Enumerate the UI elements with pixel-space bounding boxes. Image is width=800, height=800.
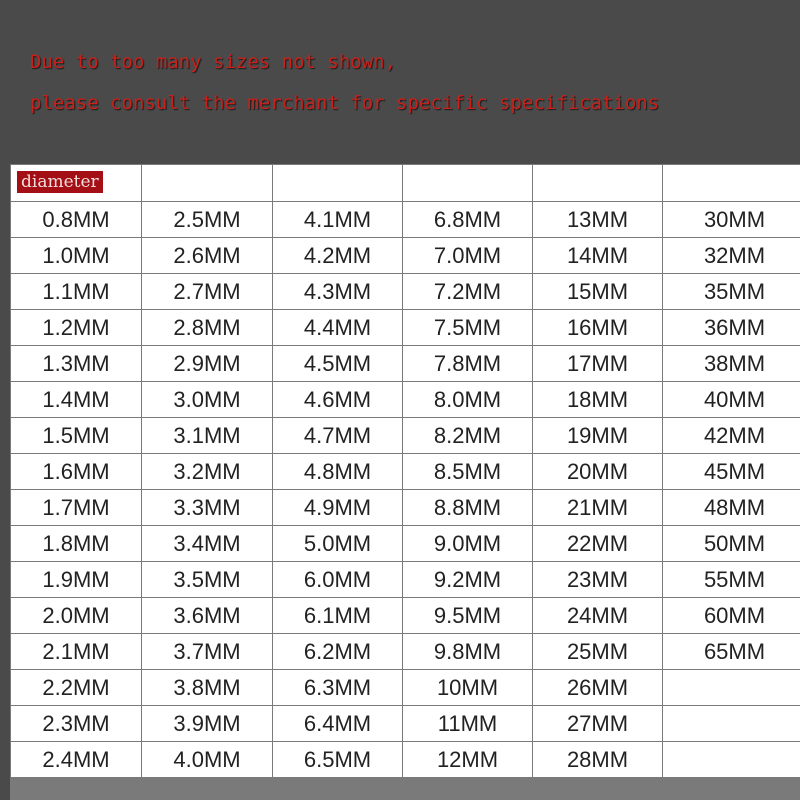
size-cell: 2.1MM xyxy=(11,634,141,669)
size-cell: 0.8MM xyxy=(11,202,141,237)
size-cell: 2.7MM xyxy=(142,274,272,309)
size-cell: 9.0MM xyxy=(403,526,532,561)
size-cell: 28MM xyxy=(533,742,662,777)
size-cell: 13MM xyxy=(533,202,662,237)
size-cell: 9.8MM xyxy=(403,634,532,669)
size-cell: 6.2MM xyxy=(273,634,402,669)
size-cell: 18MM xyxy=(533,382,662,417)
size-cell: 8.0MM xyxy=(403,382,532,417)
size-cell: 2.3MM xyxy=(11,706,141,741)
size-cell: 4.8MM xyxy=(273,454,402,489)
size-cell: 1.1MM xyxy=(11,274,141,309)
size-cell: 4.4MM xyxy=(273,310,402,345)
size-cell: 10MM xyxy=(403,670,532,705)
notice-text xyxy=(30,42,659,124)
size-cell: 3.2MM xyxy=(142,454,272,489)
size-cell: 3.6MM xyxy=(142,598,272,633)
size-cell: 1.2MM xyxy=(11,310,141,345)
size-cell: 1.8MM xyxy=(11,526,141,561)
size-cell: 4.2MM xyxy=(273,238,402,273)
size-cell: 1.4MM xyxy=(11,382,141,417)
size-cell: 4.0MM xyxy=(142,742,272,777)
size-cell: 38MM xyxy=(663,346,800,381)
size-cell: 4.1MM xyxy=(273,202,402,237)
size-cell: 22MM xyxy=(533,526,662,561)
size-cell: 60MM xyxy=(663,598,800,633)
size-cell: 11MM xyxy=(403,706,532,741)
size-cell: 2.8MM xyxy=(142,310,272,345)
size-cell: 1.7MM xyxy=(11,490,141,525)
size-cell: 3.8MM xyxy=(142,670,272,705)
size-cell: 4.3MM xyxy=(273,274,402,309)
size-cell: 16MM xyxy=(533,310,662,345)
size-cell: 35MM xyxy=(663,274,800,309)
size-cell: 23MM xyxy=(533,562,662,597)
size-cell: 14MM xyxy=(533,238,662,273)
size-cell: 2.6MM xyxy=(142,238,272,273)
size-cell: 9.2MM xyxy=(403,562,532,597)
size-cell: 55MM xyxy=(663,562,800,597)
size-cell: 1.6MM xyxy=(11,454,141,489)
size-cell: 7.2MM xyxy=(403,274,532,309)
size-cell: 8.2MM xyxy=(403,418,532,453)
size-cell: 7.5MM xyxy=(403,310,532,345)
empty-cell xyxy=(663,742,800,777)
size-cell: 7.0MM xyxy=(403,238,532,273)
empty-cell xyxy=(663,670,800,705)
size-cell: 6.3MM xyxy=(273,670,402,705)
size-cell: 3.0MM xyxy=(142,382,272,417)
size-cell: 6.5MM xyxy=(273,742,402,777)
size-cell: 2.5MM xyxy=(142,202,272,237)
size-cell: 3.9MM xyxy=(142,706,272,741)
size-cell: 5.0MM xyxy=(273,526,402,561)
size-cell: 3.7MM xyxy=(142,634,272,669)
notice-line-2: please consult the merchant for specific specifications xyxy=(30,92,660,114)
size-table xyxy=(10,164,800,800)
size-cell: 3.4MM xyxy=(142,526,272,561)
size-cell: 7.8MM xyxy=(403,346,532,381)
size-cell: 4.9MM xyxy=(273,490,402,525)
header-cell-diameter xyxy=(11,165,141,201)
empty-cell xyxy=(663,706,800,741)
size-cell: 4.6MM xyxy=(273,382,402,417)
header-cell-empty xyxy=(663,165,800,201)
size-cell: 6.4MM xyxy=(273,706,402,741)
size-cell: 40MM xyxy=(663,382,800,417)
size-cell: 2.0MM xyxy=(11,598,141,633)
size-cell: 30MM xyxy=(663,202,800,237)
size-cell: 17MM xyxy=(533,346,662,381)
size-cell: 20MM xyxy=(533,454,662,489)
size-cell: 1.5MM xyxy=(11,418,141,453)
size-cell: 15MM xyxy=(533,274,662,309)
header-cell-empty xyxy=(403,165,532,201)
diameter-label: diameter xyxy=(17,171,103,193)
size-cell: 6.0MM xyxy=(273,562,402,597)
size-cell: 3.5MM xyxy=(142,562,272,597)
size-cell: 26MM xyxy=(533,670,662,705)
size-cell: 9.5MM xyxy=(403,598,532,633)
size-cell: 1.3MM xyxy=(11,346,141,381)
size-cell: 4.7MM xyxy=(273,418,402,453)
size-cell: 42MM xyxy=(663,418,800,453)
header-cell-empty xyxy=(273,165,402,201)
notice-line-1: Due to too many sizes not shown, xyxy=(30,51,397,73)
size-cell: 12MM xyxy=(403,742,532,777)
size-cell: 21MM xyxy=(533,490,662,525)
size-cell: 6.1MM xyxy=(273,598,402,633)
size-cell: 8.5MM xyxy=(403,454,532,489)
size-cell: 27MM xyxy=(533,706,662,741)
size-cell: 1.0MM xyxy=(11,238,141,273)
size-cell: 24MM xyxy=(533,598,662,633)
size-cell: 8.8MM xyxy=(403,490,532,525)
size-cell: 3.3MM xyxy=(142,490,272,525)
size-cell: 6.8MM xyxy=(403,202,532,237)
header-cell-empty xyxy=(142,165,272,201)
size-cell: 48MM xyxy=(663,490,800,525)
size-cell: 36MM xyxy=(663,310,800,345)
size-cell: 32MM xyxy=(663,238,800,273)
size-cell: 65MM xyxy=(663,634,800,669)
size-cell: 25MM xyxy=(533,634,662,669)
size-cell: 4.5MM xyxy=(273,346,402,381)
size-cell: 2.4MM xyxy=(11,742,141,777)
size-cell: 2.9MM xyxy=(142,346,272,381)
size-cell: 1.9MM xyxy=(11,562,141,597)
size-cell: 3.1MM xyxy=(142,418,272,453)
header-cell-empty xyxy=(533,165,662,201)
size-cell: 19MM xyxy=(533,418,662,453)
size-cell: 45MM xyxy=(663,454,800,489)
size-cell: 50MM xyxy=(663,526,800,561)
size-cell: 2.2MM xyxy=(11,670,141,705)
